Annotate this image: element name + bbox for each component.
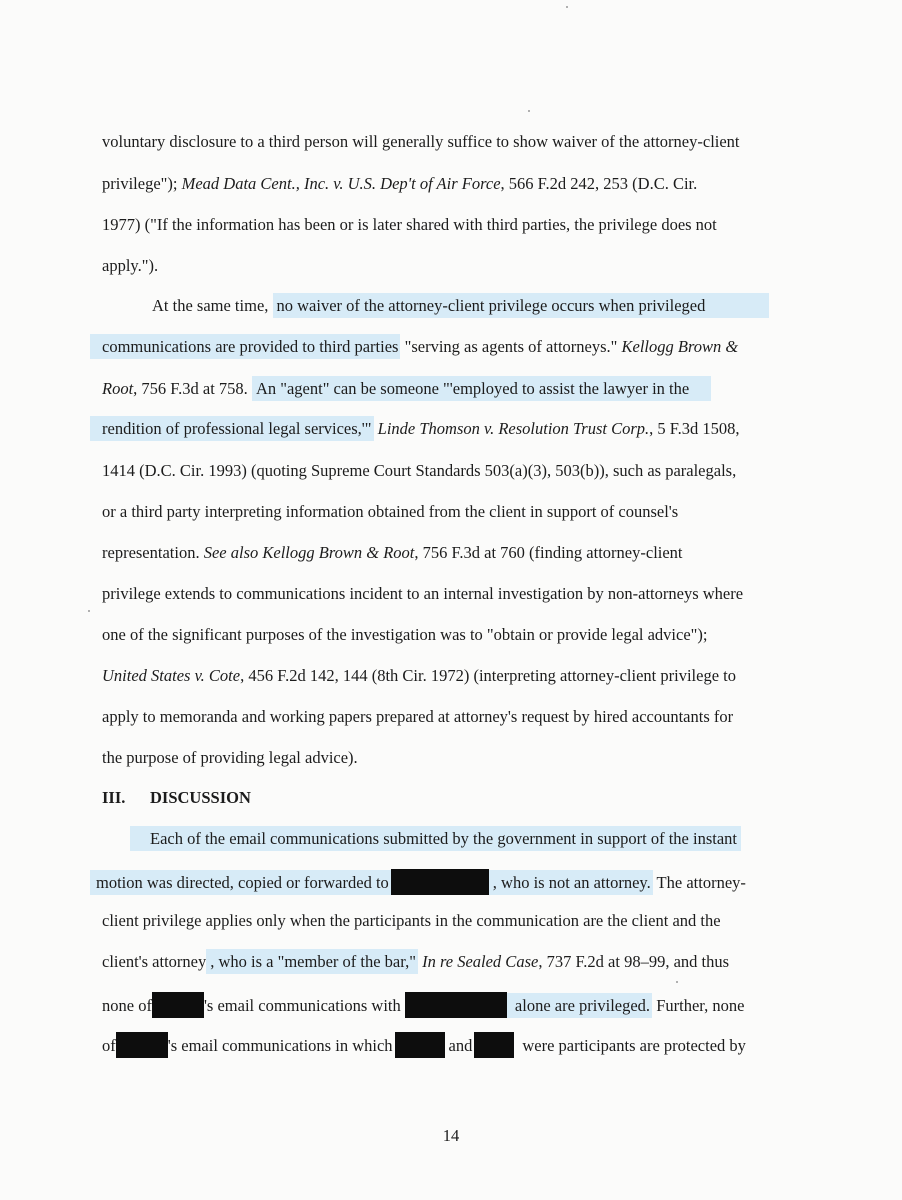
text-run: one of the significant purposes of the investigation was to "obtain or provide legal advice"); — [102, 625, 708, 644]
text-run: representation. — [102, 543, 204, 562]
text-line — [130, 828, 902, 852]
text-run: , 566 F.2d 242, 253 (D.C. Cir. — [500, 174, 698, 193]
text-line — [102, 624, 902, 648]
text-run: of — [102, 1036, 116, 1055]
text-run: 1414 (D.C. Cir. 1993) (quoting Supreme Court Standards 503(a)(3), 503(b)), such as paralegals, — [102, 461, 737, 480]
case-citation: Root — [102, 379, 134, 398]
highlighted-text: motion was directed, copied or forwarded to — [90, 870, 391, 895]
text-run: 's email communications with — [203, 996, 401, 1015]
page-number: 14 — [442, 1126, 460, 1145]
section-number: III. — [102, 788, 126, 807]
text-run: At the same time, — [152, 296, 273, 315]
text-line — [152, 295, 902, 319]
text-line — [102, 378, 902, 402]
text-line — [102, 173, 902, 197]
redaction-block — [395, 1032, 445, 1058]
case-citation: In re Sealed Case — [422, 952, 539, 971]
text-run: , 756 F.3d at 758. — [133, 379, 252, 398]
case-citation: Linde Thomson v. Resolution Trust Corp. — [377, 419, 650, 438]
text-run: privilege extends to communications incident to an internal investigation by non-attorneys where — [102, 584, 744, 603]
text-run: , 5 F.3d 1508, — [649, 419, 740, 438]
text-line — [102, 501, 902, 525]
scan-speck — [88, 610, 90, 612]
text-run: 1977) ("If the information has been or is later shared with third parties, the privilege does not — [102, 215, 717, 234]
highlighted-text: no waiver of the attorney-client privilege occurs when privileged — [273, 293, 770, 318]
text-line — [90, 336, 902, 360]
text-run: client's attorney — [102, 952, 207, 971]
highlighted-text: , who is not an attorney. — [489, 870, 653, 895]
case-citation: United States v. Cote — [102, 666, 241, 685]
text-run: apply."). — [102, 256, 159, 275]
text-run: Further, none — [652, 996, 745, 1015]
text-line — [102, 214, 902, 238]
highlighted-text: communications are provided to third parties — [90, 334, 400, 359]
text-line — [102, 665, 902, 689]
scan-speck — [566, 6, 568, 8]
text-line — [90, 418, 902, 442]
text-line — [102, 747, 902, 771]
text-run: apply to memoranda and working papers prepared at attorney's request by hired accountants for — [102, 707, 734, 726]
text-run: the purpose of providing legal advice). — [102, 748, 358, 767]
highlighted-text: , who is a "member of the bar," — [206, 949, 418, 974]
highlighted-text: alone are privileged. — [507, 993, 652, 1018]
text-line — [102, 992, 902, 1016]
text-run: client privilege applies only when the participants in the communication are the client and the — [102, 911, 721, 930]
text-line — [90, 869, 902, 893]
highlighted-text: An "agent" can be someone "'employed to assist the lawyer in the — [252, 376, 711, 401]
text-line — [102, 460, 902, 484]
text-line — [102, 131, 902, 155]
text-run: 's email communications in which — [167, 1036, 393, 1055]
text-line — [102, 706, 902, 730]
text-run: "serving as agents of attorneys." — [400, 337, 622, 356]
text-line — [102, 910, 902, 934]
text-run: , 756 F.3d at 760 (finding attorney-client — [414, 543, 683, 562]
text-run: privilege"); — [102, 174, 182, 193]
highlighted-text: rendition of professional legal services,'" — [90, 416, 374, 441]
redaction-block — [405, 992, 507, 1018]
section-heading — [102, 787, 902, 811]
text-run: The attorney- — [652, 873, 746, 892]
case-citation: Mead Data Cent., Inc. v. U.S. Dep't of Air Force — [181, 174, 501, 193]
scan-speck — [528, 110, 530, 112]
highlighted-text: Each of the email communications submitted by the government in support of the instant — [130, 826, 741, 851]
text-line — [102, 583, 902, 607]
text-run: and — [448, 1036, 473, 1055]
redaction-block — [152, 992, 204, 1018]
case-citation: Kellogg Brown & — [621, 337, 739, 356]
text-run: voluntary disclosure to a third person will generally suffice to show waiver of the attorney-client — [102, 132, 740, 151]
redaction-block — [474, 1032, 514, 1058]
text-line — [102, 542, 902, 566]
case-citation: See also Kellogg Brown & Root — [203, 543, 415, 562]
section-title: DISCUSSION — [150, 788, 251, 807]
scan-speck — [676, 981, 678, 983]
text-run: were participants are protected by — [522, 1036, 746, 1055]
text-line — [102, 951, 902, 975]
text-run: , 737 F.2d at 98–99, and thus — [538, 952, 730, 971]
redaction-block — [391, 869, 489, 895]
text-run: none of — [102, 996, 152, 1015]
text-run: or a third party interpreting information obtained from the client in support of counsel's — [102, 502, 679, 521]
text-line — [102, 1032, 902, 1056]
redaction-block — [116, 1032, 168, 1058]
text-line — [102, 255, 902, 279]
text-run: , 456 F.2d 142, 144 (8th Cir. 1972) (interpreting attorney-client privilege to — [240, 666, 736, 685]
